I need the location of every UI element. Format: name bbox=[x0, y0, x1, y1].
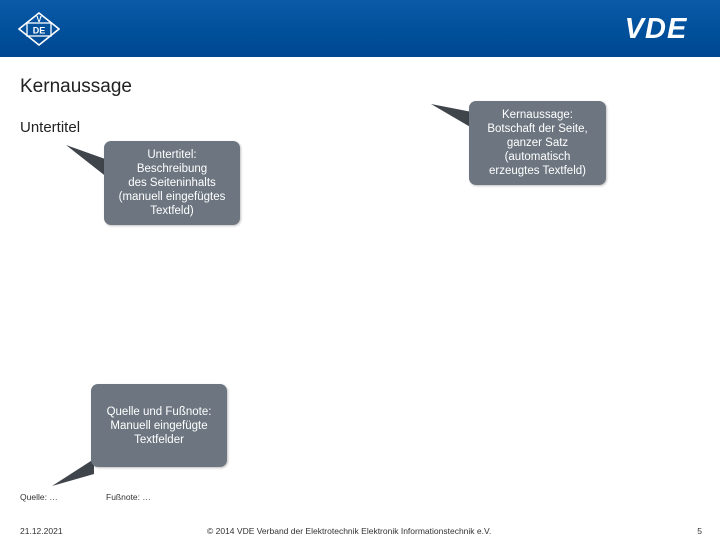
emblem-letters-de: DE bbox=[32, 25, 46, 36]
pointer-quelle bbox=[52, 459, 94, 486]
callout-untertitel: Untertitel: Beschreibung des Seiteninhalts (manuell eingefügtes Textfeld) bbox=[104, 141, 240, 225]
emblem-letter-v: V bbox=[36, 15, 42, 24]
callout-quelle-fussnote: Quelle und Fußnote: Manuell eingefügte Textfelder bbox=[91, 384, 227, 467]
pointer-kernaussage bbox=[431, 104, 472, 128]
fussnote-field[interactable]: Fußnote: … bbox=[106, 492, 151, 502]
pointer-untertitel bbox=[66, 145, 108, 178]
footer-date: 21.12.2021 bbox=[20, 526, 63, 536]
callout-kernaussage: Kernaussage: Botschaft der Seite, ganzer Satz (automatisch erzeugtes Textfeld) bbox=[469, 101, 606, 185]
subtitle[interactable]: Untertitel bbox=[20, 119, 81, 136]
page-number: 5 bbox=[697, 526, 702, 536]
vde-emblem-icon bbox=[18, 12, 60, 46]
vde-wordmark-text: VDE bbox=[624, 13, 688, 41]
footer-copyright: © 2014 VDE Verband der Elektrotechnik Elektronik Informationstechnik e.V. bbox=[207, 526, 492, 536]
kernaussage-title[interactable]: Kernaussage bbox=[20, 76, 132, 97]
header-bar bbox=[0, 0, 720, 57]
quelle-field[interactable]: Quelle: … bbox=[20, 492, 58, 502]
vde-wordmark-logo bbox=[610, 13, 702, 41]
